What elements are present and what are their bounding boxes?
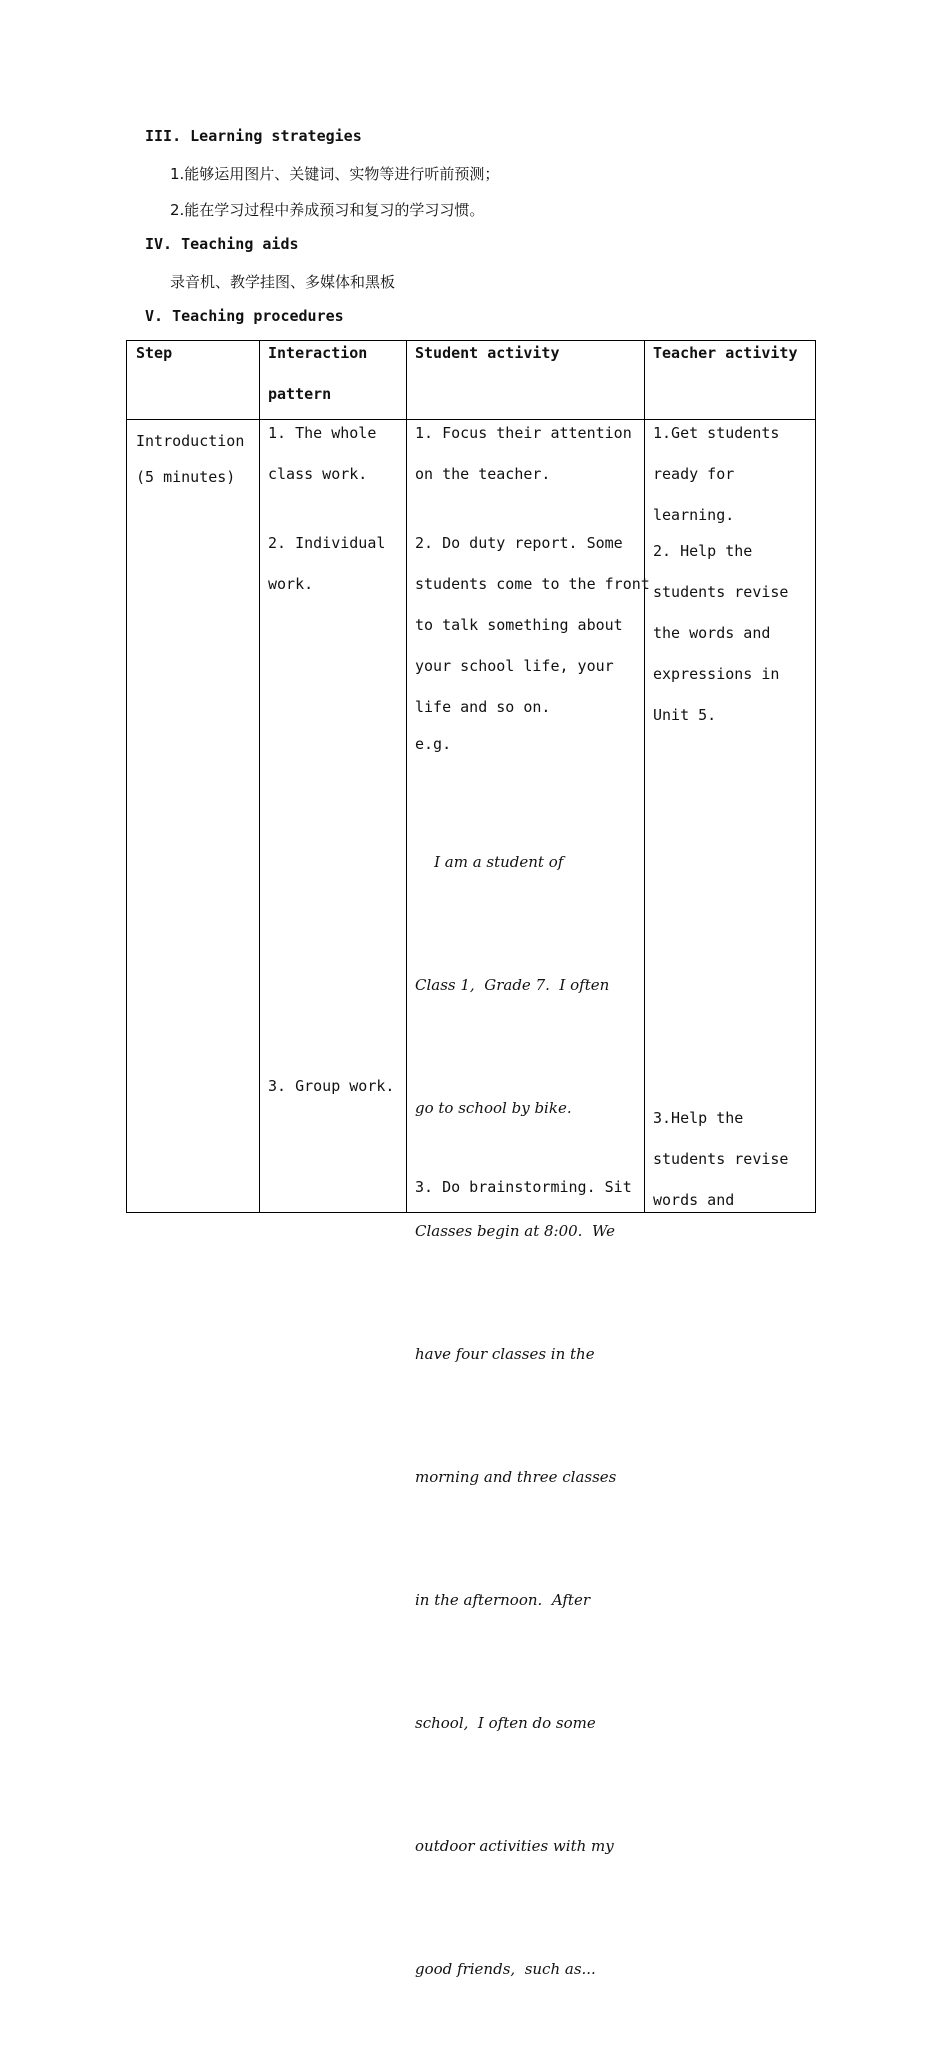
teacher-activity-item-2: 2. Help the students revise the words and expressions in Unit 5. [653, 542, 789, 724]
table-column-divider [406, 340, 407, 1213]
interaction-item-1: 1. The whole class work. [268, 424, 377, 483]
table-border-left [126, 340, 127, 1213]
teaching-procedures-heading: V. Teaching procedures [145, 307, 344, 325]
step-cell: Introduction (5 minutes) [136, 432, 245, 486]
student-activity-item-3: 3. Do brainstorming. Sit [415, 1178, 632, 1196]
header-step: Step [136, 344, 173, 362]
learning-strategies-heading: III. Learning strategies [145, 127, 362, 145]
table-border-right [815, 340, 816, 1213]
teaching-aids-heading: IV. Teaching aids [145, 235, 299, 253]
student-activity-item-2: 2. Do duty report. Some students come to the front to talk something about your school life, your life and so on. [415, 534, 650, 716]
learning-strategy-item-1: 1.能够运用图片、关键词、实物等进行听前预测； [170, 165, 500, 183]
header-student-activity: Student activity [415, 344, 560, 362]
teaching-aids-text: 录音机、教学挂图、多媒体和黑板 [170, 273, 396, 291]
interaction-item-3: 3. Group work. [268, 1077, 395, 1095]
student-activity-eg: e.g. [415, 735, 452, 753]
learning-strategy-item-2: 2.能在学习过程中养成预习和复习的学习习惯。 [170, 201, 485, 219]
student-activity-example: I am a student of Class 1, Grade 7. I often go to school by bike. Classes begin at 8:00. We have four classes in the morning and three classes in the afternoon. After school, I often do some outdoor activities with my good friends, such as... [415, 853, 617, 1978]
header-interaction-pattern: Interaction pattern [268, 344, 368, 403]
teacher-activity-item-3: 3.Help the students revise words and [653, 1109, 789, 1209]
table-column-divider [259, 340, 260, 1213]
table-column-divider [644, 340, 645, 1213]
interaction-item-2: 2. Individual work. [268, 534, 386, 593]
student-activity-item-1: 1. Focus their attention on the teacher. [415, 424, 632, 483]
header-teacher-activity: Teacher activity [653, 344, 798, 362]
teacher-activity-item-1: 1.Get students ready for learning. [653, 424, 780, 524]
